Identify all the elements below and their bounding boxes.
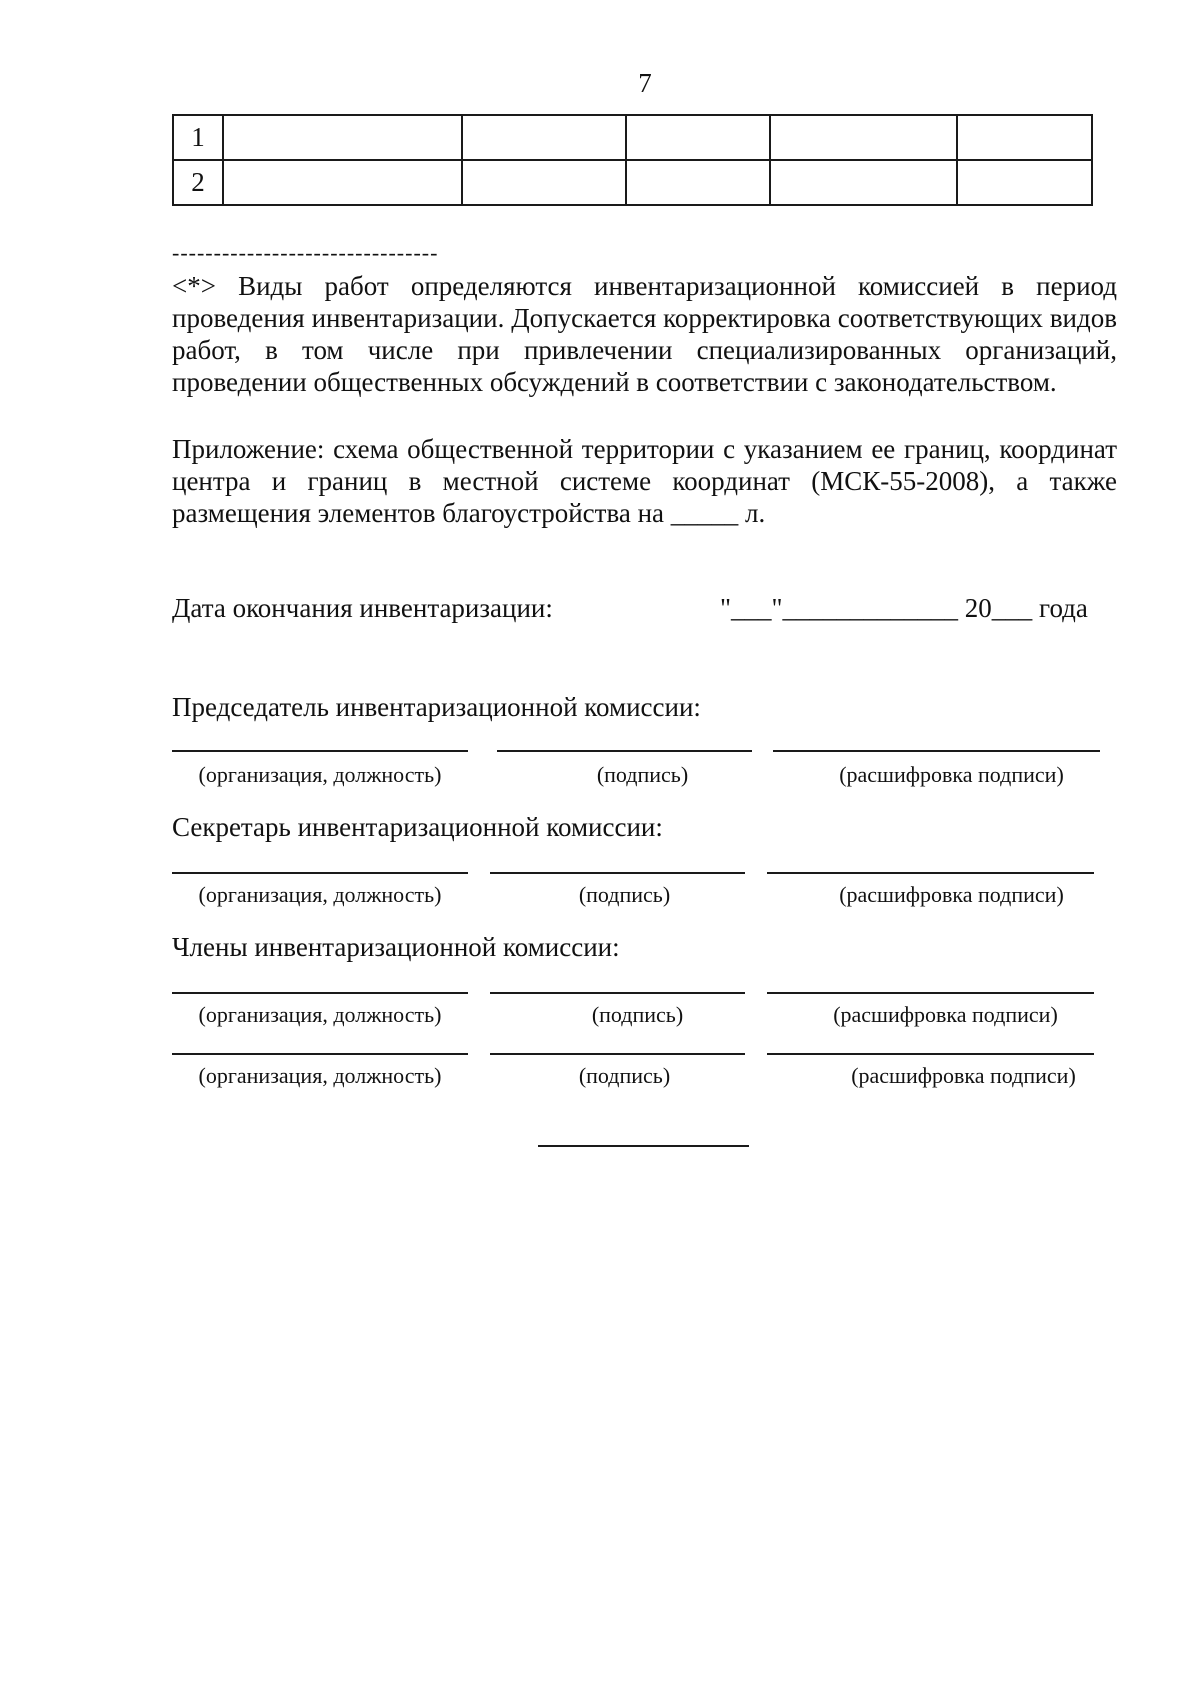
signature-line (767, 992, 1094, 994)
signature-line (767, 1053, 1094, 1055)
inventory-table (172, 114, 1093, 206)
caption-signature-decoding: (расшифровка подписи) (839, 882, 1064, 907)
caption-organization: (организация, должность) (198, 1063, 442, 1088)
table-cell (957, 115, 1092, 160)
table-row (173, 115, 1092, 160)
caption-signature-decoding: (расшифровка подписи) (851, 1063, 1076, 1088)
signature-line (497, 750, 752, 752)
caption-signature: (подпись) (578, 1063, 671, 1088)
table-cell (223, 115, 462, 160)
signature-line (490, 992, 745, 994)
table-cell: 2 (173, 160, 223, 205)
caption-organization: (организация, должность) (198, 762, 442, 787)
table-cell (626, 115, 770, 160)
caption-signature: (подпись) (596, 762, 689, 787)
signature-line (172, 992, 468, 994)
end-date-label: Дата окончания инвентаризации: (172, 593, 553, 623)
table-cell (223, 160, 462, 205)
appendix-text: Приложение: схема общественной территории с указанием ее границ, координат центра и границ в местной системе координат (МСК-55-2008), а также размещения элементов благоустройства на _____ л. (172, 434, 1117, 528)
signature-line (172, 1053, 468, 1055)
table-cell (626, 160, 770, 205)
caption-signature-decoding: (расшифровка подписи) (839, 762, 1064, 787)
caption-signature: (подпись) (578, 882, 671, 907)
page-number: 7 (638, 68, 652, 98)
signature-line (172, 872, 468, 874)
signature-line (490, 1053, 745, 1055)
table-cell (957, 160, 1092, 205)
table-cell (770, 160, 957, 205)
footnote-separator: -------------------------------- (172, 240, 439, 265)
caption-signature-decoding: (расшифровка подписи) (833, 1002, 1058, 1027)
secretary-title: Секретарь инвентаризационной комиссии: (172, 812, 663, 842)
signature-line (490, 872, 745, 874)
table-cell: 1 (173, 115, 223, 160)
end-separator-line (538, 1145, 749, 1147)
table-cell (462, 160, 626, 205)
chairman-title: Председатель инвентаризационной комиссии: (172, 692, 701, 722)
footnote-text: <*> Виды работ определяются инвентаризационной комиссией в период проведения инвентаризации. Допускается корректировка соответствующих видов работ, в том числе при привлечении специализированных организаций, проведении общественных обсуждений в соответствии с законодательством. (172, 271, 1117, 397)
table-row (173, 160, 1092, 205)
caption-signature: (подпись) (591, 1002, 684, 1027)
caption-organization: (организация, должность) (198, 882, 442, 907)
signature-line (773, 750, 1100, 752)
caption-organization: (организация, должность) (198, 1002, 442, 1027)
signature-line (172, 750, 468, 752)
table-cell (770, 115, 957, 160)
signature-line (767, 872, 1094, 874)
members-title: Члены инвентаризационной комиссии: (172, 932, 620, 962)
end-date-value: "___"_____________ 20___ года (720, 593, 1088, 623)
table-cell (462, 115, 626, 160)
